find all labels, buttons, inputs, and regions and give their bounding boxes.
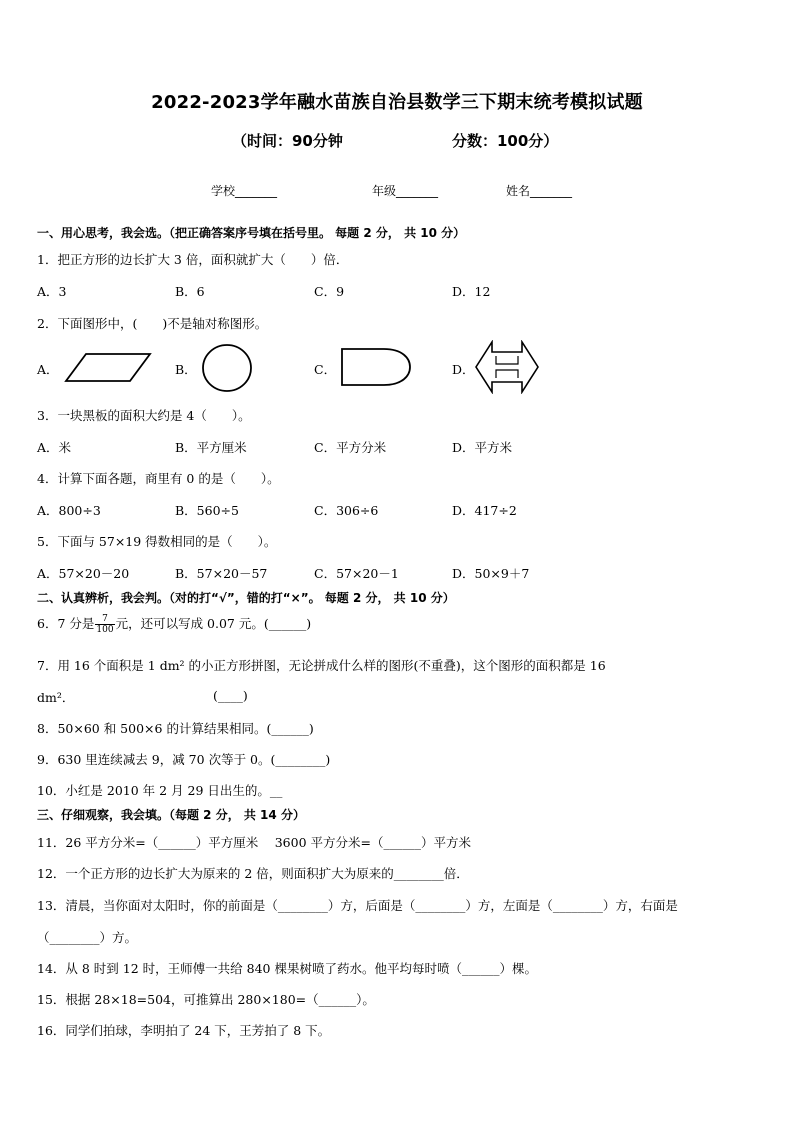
q5-option-a: A．57×20－20 bbox=[37, 566, 130, 581]
q5-text: 5．下面与 57×19 得数相同的是（ ）。 bbox=[37, 534, 277, 549]
exam-time: （时间：90分钟 bbox=[232, 132, 343, 150]
exam-score: 分数：100分） bbox=[452, 132, 559, 150]
q13-line1: 13．清晨，当你面对太阳时，你的前面是（________）方，后面是（________）方，左面是（________）方，右面是 bbox=[37, 898, 678, 913]
grade-field: 年级_______ bbox=[372, 184, 439, 198]
q1-option-b: B．6 bbox=[175, 284, 205, 299]
q6-denominator: 100 bbox=[96, 625, 114, 635]
q11-text: 11．26 平方分米=（______）平方厘米 3600 平方分米=（______）平方米 bbox=[37, 835, 471, 850]
q4-option-c: C．306÷6 bbox=[314, 503, 379, 518]
q1-text: 1．把正方形的边长扩大 3 倍，面积就扩大（ ）倍． bbox=[37, 252, 349, 267]
q1-option-d: D．12 bbox=[452, 284, 491, 299]
q4-option-b: B．560÷5 bbox=[175, 503, 239, 518]
q12-text: 12．一个正方形的边长扩大为原来的 2 倍，则面积扩大为原来的________倍． bbox=[37, 866, 469, 881]
q16-text: 16．同学们拍球，李明拍了 24 下，王芳拍了 8 下。 bbox=[37, 1023, 331, 1038]
q6-text bbox=[37, 614, 311, 635]
q15-text: 15．根据 28×18=504，可推算出 280×180=（______）。 bbox=[37, 992, 375, 1007]
q5-option-d: D．50×9＋7 bbox=[452, 566, 530, 581]
section3-heading: 三、仔细观察，我会填。（每题 2 分， 共 14 分） bbox=[37, 808, 305, 822]
q4-option-d: D．417÷2 bbox=[452, 503, 517, 518]
q3-option-a: A．米 bbox=[37, 440, 72, 455]
page-title: 2022-2023学年融水苗族自治县数学三下期末统考模拟试题 bbox=[151, 92, 643, 113]
q2-option-d: D． bbox=[452, 362, 475, 377]
q6-fraction bbox=[95, 614, 114, 635]
q5-option-b: B．57×20－57 bbox=[175, 566, 268, 581]
q7-blank: (____) bbox=[213, 688, 248, 703]
q2-option-c: C． bbox=[314, 362, 337, 377]
q2-text: 2．下面图形中，( )不是轴对称图形。 bbox=[37, 316, 268, 331]
q7-line1: 7．用 16 个面积是 1 dm² 的小正方形拼图，无论拼成什么样的图形(不重叠)，这个图形的面积都是 16 bbox=[37, 658, 606, 673]
double-arrow-shape bbox=[474, 340, 540, 394]
q3-text: 3．一块黑板的面积大约是 4（ ）。 bbox=[37, 408, 251, 423]
q5-option-c: C．57×20－1 bbox=[314, 566, 399, 581]
q3-option-d: D．平方米 bbox=[452, 440, 513, 455]
q1-option-c: C．9 bbox=[314, 284, 345, 299]
q10-text: 10．小红是 2010 年 2 月 29 日出生的。__ bbox=[37, 783, 283, 798]
q3-option-c: C．平方分米 bbox=[314, 440, 387, 455]
q13-line2: （________）方。 bbox=[37, 930, 138, 945]
q4-text: 4．计算下面各题，商里有 0 的是（ ）。 bbox=[37, 471, 280, 486]
q6-prefix: 6．7 分是 bbox=[37, 616, 95, 631]
q6-suffix: 元，还可以写成 0.07 元。(______) bbox=[115, 616, 312, 631]
q2-option-b: B． bbox=[175, 362, 197, 377]
q3-option-b: B．平方厘米 bbox=[175, 440, 247, 455]
q8-text: 8．50×60 和 500×6 的计算结果相同。(______) bbox=[37, 721, 314, 736]
q6-numerator: 7 bbox=[95, 614, 114, 625]
q1-option-a: A．3 bbox=[37, 284, 67, 299]
q9-text: 9．630 里连续减去 9，减 70 次等于 0。(________) bbox=[37, 752, 331, 767]
name-field: 姓名_______ bbox=[506, 184, 573, 198]
circle-shape bbox=[201, 343, 253, 393]
q14-text: 14．从 8 时到 12 时，王师傅一共给 840 棵果树喷了药水。他平均每时喷（______）棵。 bbox=[37, 961, 537, 976]
section2-heading: 二、认真辨析，我会判。（对的打“√”，错的打“×”。 每题 2 分， 共 10 分） bbox=[37, 591, 455, 605]
q2-option-a: A． bbox=[37, 362, 59, 377]
parallelogram-shape bbox=[64, 352, 154, 384]
rounded-rectangle-shape bbox=[340, 347, 412, 387]
school-field: 学校_______ bbox=[211, 184, 278, 198]
q4-option-a: A．800÷3 bbox=[37, 503, 101, 518]
section1-heading: 一、用心思考，我会选。（把正确答案序号填在括号里。 每题 2 分， 共 10 分） bbox=[37, 226, 466, 240]
q7-line2: dm²． bbox=[37, 690, 75, 705]
